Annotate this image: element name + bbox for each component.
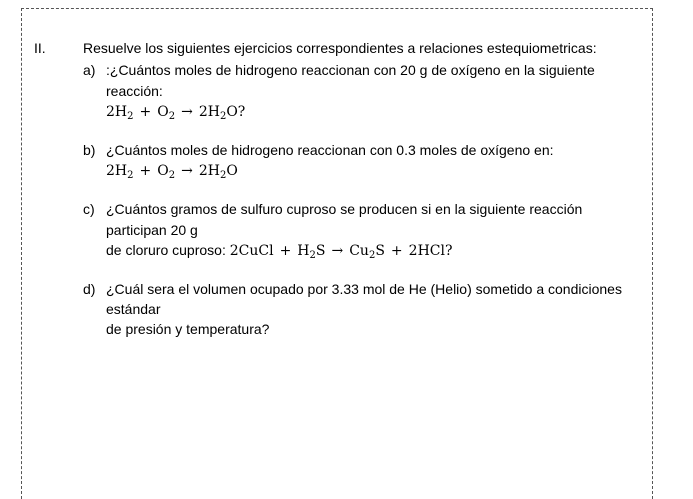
question-c-equation: 2CuCl + $H_2S \to Cu_2S + 2HCl$? (229, 243, 453, 261)
question-d-text-line-3: de presión y temperatura? (106, 321, 270, 337)
question-c-text-line-3 (106, 242, 452, 259)
question-c-text-line-1: ¿Cuántos gramos de sulfuro cuproso se producen si en la siguiente reacción (106, 201, 583, 217)
question-d-text-line-2: estándar (106, 301, 161, 317)
question-b-letter: b) (83, 142, 96, 158)
question-a-text-line-1: :¿Cuántos moles de hidrogeno reaccionan con 20 g de oxígeno en la siguiente (106, 62, 595, 78)
question-a-text-line-2: reacción: (106, 83, 163, 99)
question-a-equation: $2H_2 + O_2 \to 2H_2O$? (106, 104, 246, 122)
question-d-text-line-1: ¿Cuál sera el volumen ocupado por 3.33 mol de He (Helio) sometido a condiciones (106, 281, 622, 297)
question-a-letter: a) (83, 62, 96, 78)
question-b-equation: $2H_2 + O_2 \to 2H_2O$ (106, 163, 238, 181)
question-d-letter: d) (83, 281, 96, 297)
question-c-text-line-3-label: de cloruro cuproso: (106, 242, 226, 258)
section-numeral: II. (34, 40, 46, 56)
question-b-text-line-1: ¿Cuántos moles de hidrogeno reaccionan con 0.3 moles de oxígeno en: (106, 142, 554, 158)
question-c-letter: c) (83, 201, 95, 217)
question-c-text-line-2: participan 20 g (106, 222, 198, 238)
section-heading: Resuelve los siguientes ejercicios correspondientes a relaciones estequiometricas: (83, 40, 597, 56)
